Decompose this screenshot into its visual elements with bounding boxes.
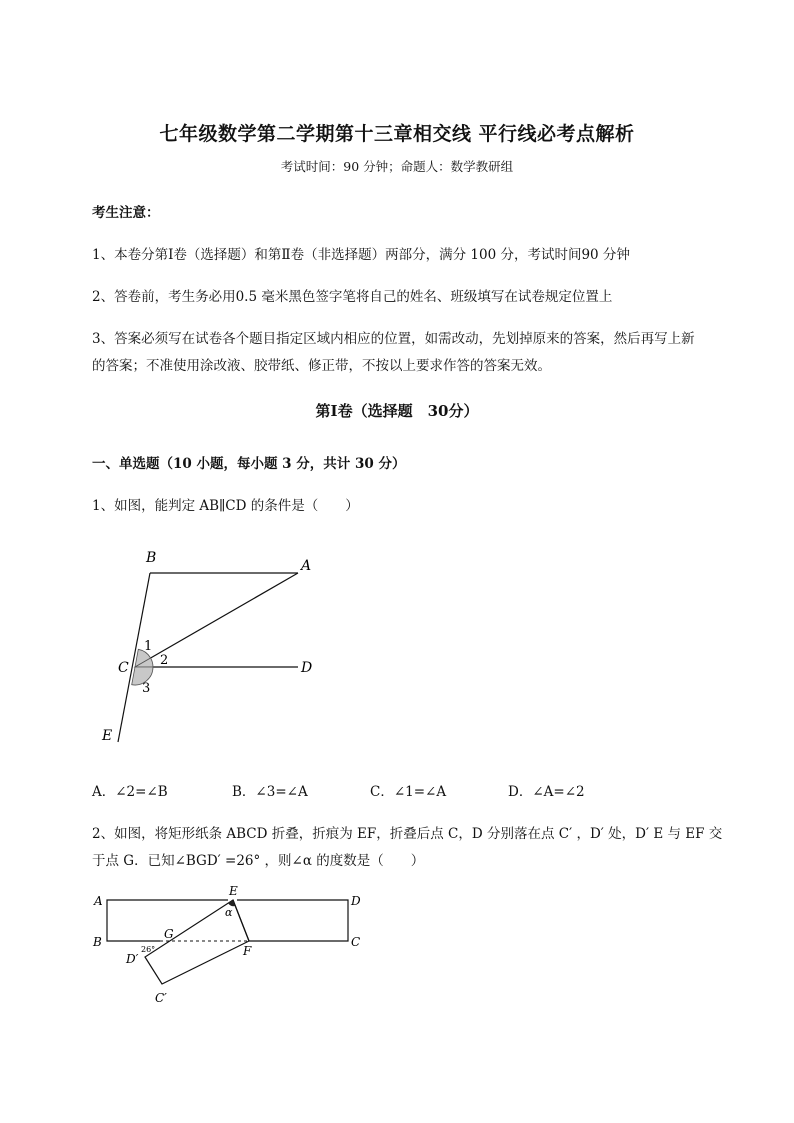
label-e: E: [229, 884, 238, 898]
label-g: G: [164, 927, 174, 941]
label-e: E: [102, 728, 113, 744]
crease-ef: [233, 900, 249, 941]
label-b: B: [146, 550, 157, 566]
question-2-figure: [88, 880, 378, 1015]
label-d-prime: D′: [126, 952, 139, 966]
label-a: A: [301, 558, 312, 574]
question-2-stem-line-1: 2、如图，将矩形纸条 ABCD 折叠，折痕为 EF，折叠后点 C，D 分别落在点 C′ ，D′ 处，D′ E 与 EF 交: [92, 826, 723, 842]
label-angle-2: 2: [160, 653, 169, 668]
label-angle-3: 3: [142, 681, 151, 696]
folded-strip: [145, 900, 249, 984]
label-angle-1: 1: [144, 639, 153, 654]
section-title: 第Ⅰ卷（选择题 30分）: [315, 402, 479, 420]
label-d: D: [351, 894, 361, 908]
question-1-figure: [90, 540, 330, 750]
rectangle-right-part: [237, 900, 348, 941]
option-d[interactable]: D．∠A=∠2: [508, 784, 585, 800]
notice-item-2: 2、答卷前，考生务必用0.5 毫米黑色签字笔将自己的姓名、班级填写在试卷规定位置上: [92, 289, 613, 305]
option-b[interactable]: B．∠3=∠A: [232, 784, 308, 800]
label-26-degrees: 26°: [141, 945, 156, 954]
option-c[interactable]: C．∠1=∠A: [370, 784, 447, 800]
label-c-prime: C′: [155, 991, 167, 1005]
label-d: D: [301, 660, 313, 676]
notice-item-3: 3、答案必须写在试卷各个题目指定区域内相应的位置，如需改动，先划掉原来的答案，然后再写上新: [92, 331, 695, 347]
label-alpha: α: [225, 906, 233, 919]
label-f: F: [243, 944, 252, 958]
label-c: C: [351, 935, 361, 949]
question-1-stem: 1、如图，能判定 AB∥CD 的条件是（ ）: [92, 498, 359, 514]
label-c: C: [118, 660, 129, 676]
page-title: 七年级数学第二学期第十三章相交线 平行线必考点解析: [159, 123, 635, 145]
notice-heading: 考生注意：: [92, 205, 160, 221]
question-2-stem-line-2: 于点 G．已知∠BGD′ =26° ，则∠α 的度数是（ ）: [92, 853, 425, 869]
part-heading: 一、单选题（10 小题，每小题 3 分，共计 30 分）: [92, 456, 406, 472]
notice-item-3-continued: 的答案；不准使用涂改液、胶带纸、修正带，不按以上要求作答的答案无效。: [92, 358, 551, 374]
option-a[interactable]: A．∠2=∠B: [92, 784, 168, 800]
label-b: B: [93, 935, 102, 949]
exam-subtitle: 考试时间：90 分钟；命题人：数学教研组: [280, 159, 514, 174]
notice-item-1: 1、本卷分第Ⅰ卷（选择题）和第Ⅱ卷（非选择题）两部分，满分 100 分，考试时间90 分钟: [92, 247, 630, 263]
label-a: A: [94, 894, 103, 908]
